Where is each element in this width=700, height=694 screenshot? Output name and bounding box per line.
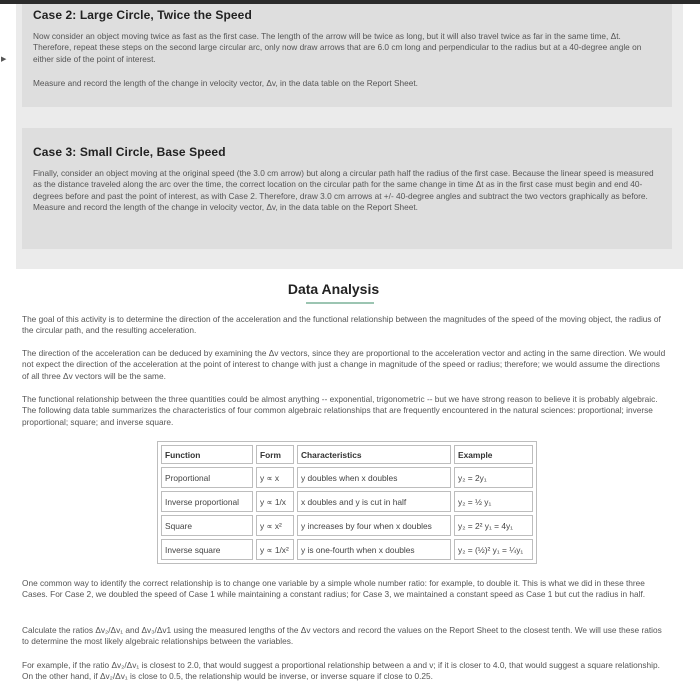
table-header-row — [161, 445, 533, 464]
cell-form: y ∝ x² — [256, 515, 294, 536]
cell-example: y₂ = ½ y₁ — [454, 491, 533, 512]
relationships-table — [157, 441, 537, 564]
section-title: Data Analysis — [287, 281, 380, 297]
paragraph-direction: The direction of the acceleration can be deduced by examining the Δv vectors, since they are proportional to the acceleration vector and acting in the same direction. We would not expect the direction of the acceleration at the point of interest to change with just a change in magnitude of the speed or radius; therefore; we would assume the directions of all three Δv vectors will be the same. — [22, 348, 666, 381]
paragraph-example: For example, if the ratio Δv₂/Δv₁ is closest to 2.0, that would suggest a proportional relationship between a and v; if it is closer to 4.0, that would suggest a square relationship. On the other hand, if Δv₂/Δv₁ is close to 0.5, the relationship would be inverse, or inverse square if close to 0.25. — [22, 660, 660, 682]
table-row — [161, 467, 533, 488]
expand-arrow-icon[interactable]: ▶ — [1, 56, 7, 63]
cell-characteristics: x doubles and y is cut in half — [297, 491, 451, 512]
cell-characteristics: y increases by four when x doubles — [297, 515, 451, 536]
cell-form: y ∝ 1/x² — [256, 539, 294, 560]
paragraph-method: One common way to identify the correct relationship is to change one variable by a simple whole number ratio: for example, to double it. This is what we did in these three Cases. For Case 2, we doubled the speed of Case 1 while maintaining a constant radius; for Case 3, we maintained a constant speed as Case 1 but cut the radius in half. — [22, 578, 646, 600]
header-form: Form — [256, 445, 294, 464]
cell-function: Inverse proportional — [161, 491, 253, 512]
paragraph-functional: The functional relationship between the three quantities could be almost anything -- exponential, trigonometric -- but we have strong reason to believe it is probably algebraic. The following data table summarizes the characteristics of four common algebraic relationships that are frequently encountered in the natural sciences: proportional; inverse proportional; square; and inverse square. — [22, 394, 658, 427]
case-2-instruction: Measure and record the length of the change in velocity vector, Δv, in the data table on the Report Sheet. — [33, 78, 418, 88]
cell-characteristics: y doubles when x doubles — [297, 467, 451, 488]
cell-example: y₂ = (½)² y₁ = ¼y₁ — [454, 539, 533, 560]
cell-form: y ∝ x — [256, 467, 294, 488]
cell-function: Inverse square — [161, 539, 253, 560]
case-2-card — [22, 4, 672, 107]
case-2-paragraph: Now consider an object moving twice as fast as the first case. The length of the arrow will be twice as long, but it will also travel twice as far in the same time, Δt. Therefore, repeat these steps on the second large circular arc, only now draw arrows that are 6.0 cm long and perpendicular to the radius but at a 40-degree angle on either side of the point of interest. — [33, 31, 642, 64]
paragraph-ratios: Calculate the ratios Δv₂/Δv₁ and Δv₃/Δv1 using the measured lengths of the Δv vectors and record the values on the Report Sheet to the closest tenth. We will use these ratios to determine the most likely algebraic relationships between the variables. — [22, 625, 662, 647]
cell-function: Square — [161, 515, 253, 536]
header-characteristics: Characteristics — [297, 445, 451, 464]
title-underline — [306, 302, 374, 304]
case-2-title: Case 2: Large Circle, Twice the Speed — [33, 8, 252, 22]
cell-characteristics: y is one-fourth when x doubles — [297, 539, 451, 560]
table-row — [161, 515, 533, 536]
case-3-card — [22, 128, 672, 249]
table-row — [161, 491, 533, 512]
paragraph-goal: The goal of this activity is to determine the direction of the acceleration and the functional relationship between the magnitudes of the speed of the moving object, the radius of the circular path, and the resulting acceleration. — [22, 314, 661, 336]
case-3-title: Case 3: Small Circle, Base Speed — [33, 145, 226, 159]
cell-function: Proportional — [161, 467, 253, 488]
cell-form: y ∝ 1/x — [256, 491, 294, 512]
table-row — [161, 539, 533, 560]
cell-example: y₂ = 2y₁ — [454, 467, 533, 488]
header-function: Function — [161, 445, 253, 464]
header-example: Example — [454, 445, 533, 464]
cell-example: y₂ = 2² y₁ = 4y₁ — [454, 515, 533, 536]
case-3-paragraph: Finally, consider an object moving at the original speed (the 3.0 cm arrow) but along a circular path half the radius of the first case. Because the linear speed is measured as the distance traveled along the arc over the time, the correct location on the circular path for the same change in time Δt as in the first case must begin and end 40-degrees before and past the point of interest, as with Case 2. Therefore, draw 3.0 cm arrows at +/- 40-degree angles and subtract the two vectors graphically as before. Measure and record the length of the change in velocity vector, Δv, in the data table on the Report Sheet. — [33, 168, 654, 213]
